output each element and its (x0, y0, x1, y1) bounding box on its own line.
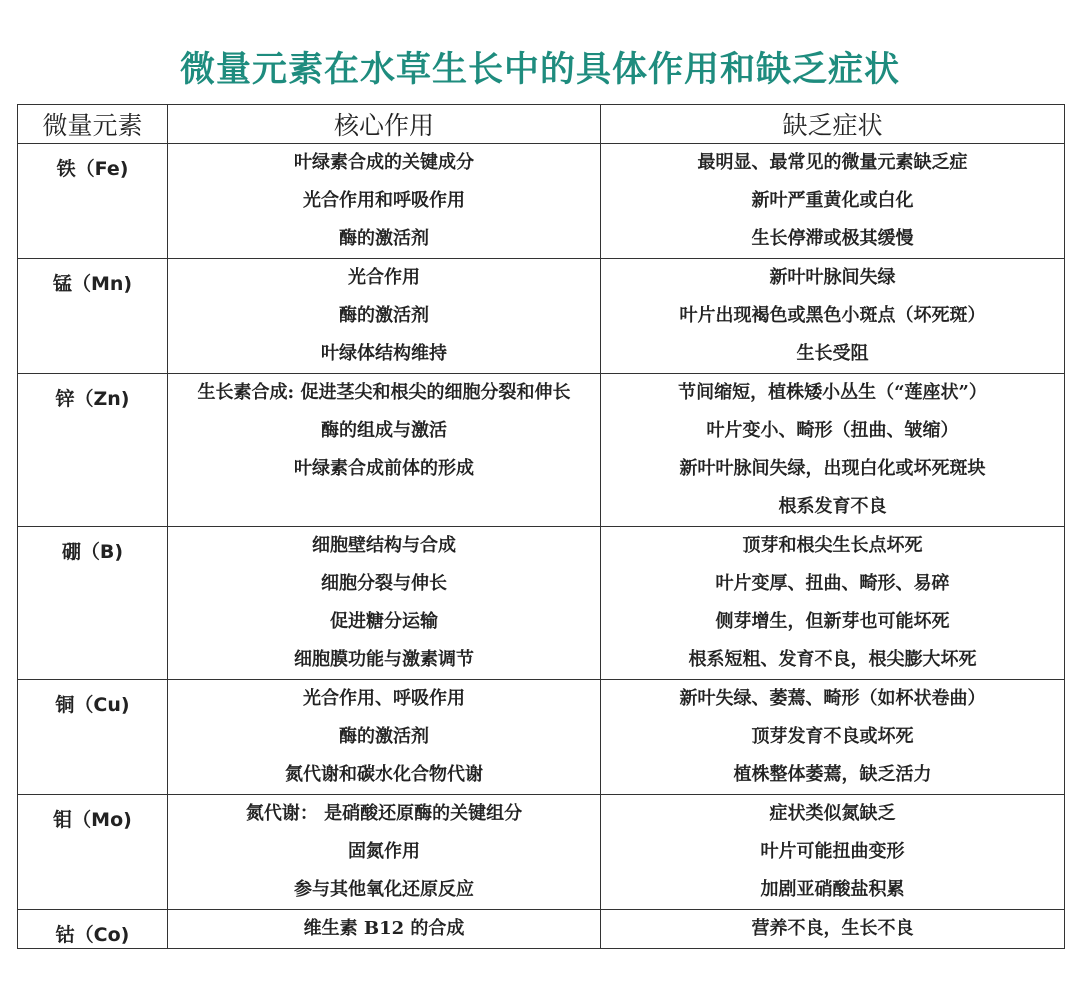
symptom-line: 最明显、最常见的微量元素缺乏症 (697, 152, 968, 173)
core-role-cell (168, 374, 601, 527)
symptom-line: 叶片变厚、扭曲、畸形、易碎 (715, 573, 950, 594)
core-role-line: 促进糖分运输 (330, 611, 438, 632)
symptom-line: 叶片可能扭曲变形 (760, 841, 905, 862)
header-deficiency-symptoms: 缺乏症状 (601, 105, 1065, 144)
symptom-line: 节间缩短，植株矮小丛生（“莲座状”） (678, 382, 987, 403)
element-name-cell: 铜（Cu) (18, 680, 168, 795)
core-role-cell (168, 680, 601, 795)
table-row (18, 374, 1065, 527)
table-row (18, 680, 1065, 795)
core-role-cell (168, 910, 601, 949)
core-role-line: 氮代谢： 是硝酸还原酶的关键组分 (245, 803, 523, 824)
core-role-line: 叶绿素合成的关键成分 (294, 152, 474, 173)
symptom-line: 新叶叶脉间失绿 (769, 267, 896, 288)
element-name-cell: 铁（Fe) (18, 144, 168, 259)
element-name-cell: 锰（Mn) (18, 259, 168, 374)
table-row (18, 910, 1065, 949)
table-row (18, 259, 1065, 374)
core-role-line: 光合作用和呼吸作用 (303, 190, 465, 211)
symptom-line: 顶芽和根尖生长点坏死 (742, 535, 923, 556)
core-role-line: 光合作用、呼吸作用 (303, 688, 465, 709)
core-role-line: 酶的组成与激活 (321, 420, 447, 441)
symptom-cell (601, 910, 1065, 949)
symptom-line: 新叶叶脉间失绿，出现白化或坏死斑块 (679, 458, 986, 479)
core-role-cell (168, 527, 601, 680)
core-role-line: 生长素合成: 促进茎尖和根尖的细胞分裂和伸长 (197, 382, 571, 403)
micronutrient-table (17, 104, 1065, 949)
symptom-line: 植株整体萎蔫，缺乏活力 (733, 764, 932, 785)
symptom-line: 生长停滞或极其缓慢 (751, 228, 914, 249)
core-role-line: 固氮作用 (348, 841, 420, 862)
symptom-line: 叶片变小、畸形（扭曲、皱缩） (706, 420, 959, 441)
element-name-cell: 钼（Mo) (18, 795, 168, 910)
table-row (18, 527, 1065, 680)
symptom-line: 新叶严重黄化或白化 (751, 190, 914, 211)
symptom-cell (601, 527, 1065, 680)
core-role-line: 光合作用 (348, 267, 420, 288)
core-role-cell (168, 259, 601, 374)
core-role-line: 细胞膜功能与激素调节 (294, 649, 474, 670)
element-name-cell: 硼（B) (18, 527, 168, 680)
core-role-line: 叶绿体结构维持 (321, 343, 447, 364)
symptom-line: 生长受阻 (796, 343, 869, 364)
core-role-cell (168, 795, 601, 910)
symptom-line: 根系发育不良 (778, 496, 887, 517)
core-role-line (168, 488, 600, 526)
symptom-line: 症状类似氮缺乏 (769, 803, 896, 824)
symptom-line: 加剧亚硝酸盐积累 (760, 879, 905, 900)
symptom-cell (601, 374, 1065, 527)
symptom-cell (601, 680, 1065, 795)
symptom-line: 营养不良，生长不良 (751, 918, 914, 939)
symptom-line: 根系短粗、发育不良，根尖膨大坏死 (688, 649, 977, 670)
core-role-line: 细胞分裂与伸长 (321, 573, 447, 594)
core-role-line: 细胞壁结构与合成 (312, 535, 456, 556)
core-role-line: 氮代谢和碳水化合物代谢 (285, 764, 483, 785)
page-title: 微量元素在水草生长中的具体作用和缺乏症状 (179, 50, 900, 90)
header-element: 微量元素 (18, 105, 168, 144)
symptom-line: 叶片出现褐色或黑色小斑点（坏死斑） (679, 305, 986, 326)
table-header-row (18, 105, 1065, 144)
element-name-cell: 锌（Zn) (18, 374, 168, 527)
symptom-cell (601, 144, 1065, 259)
symptom-line: 顶芽发育不良或坏死 (751, 726, 914, 747)
symptom-line: 侧芽增生，但新芽也可能坏死 (715, 611, 950, 632)
element-name-cell: 钴（Co) (18, 910, 168, 949)
core-role-line: 酶的激活剂 (339, 726, 429, 747)
table-row (18, 795, 1065, 910)
table-row (18, 144, 1065, 259)
core-role-cell (168, 144, 601, 259)
header-core-role: 核心作用 (168, 105, 601, 144)
core-role-line: 维生素 B12 的合成 (303, 918, 465, 939)
symptom-line: 新叶失绿、萎蔫、畸形（如杯状卷曲） (679, 688, 986, 709)
symptom-cell (601, 795, 1065, 910)
symptom-cell (601, 259, 1065, 374)
core-role-line: 酶的激活剂 (339, 228, 429, 249)
core-role-line: 参与其他氧化还原反应 (294, 879, 474, 900)
core-role-line: 酶的激活剂 (339, 305, 429, 326)
core-role-line: 叶绿素合成前体的形成 (294, 458, 474, 479)
